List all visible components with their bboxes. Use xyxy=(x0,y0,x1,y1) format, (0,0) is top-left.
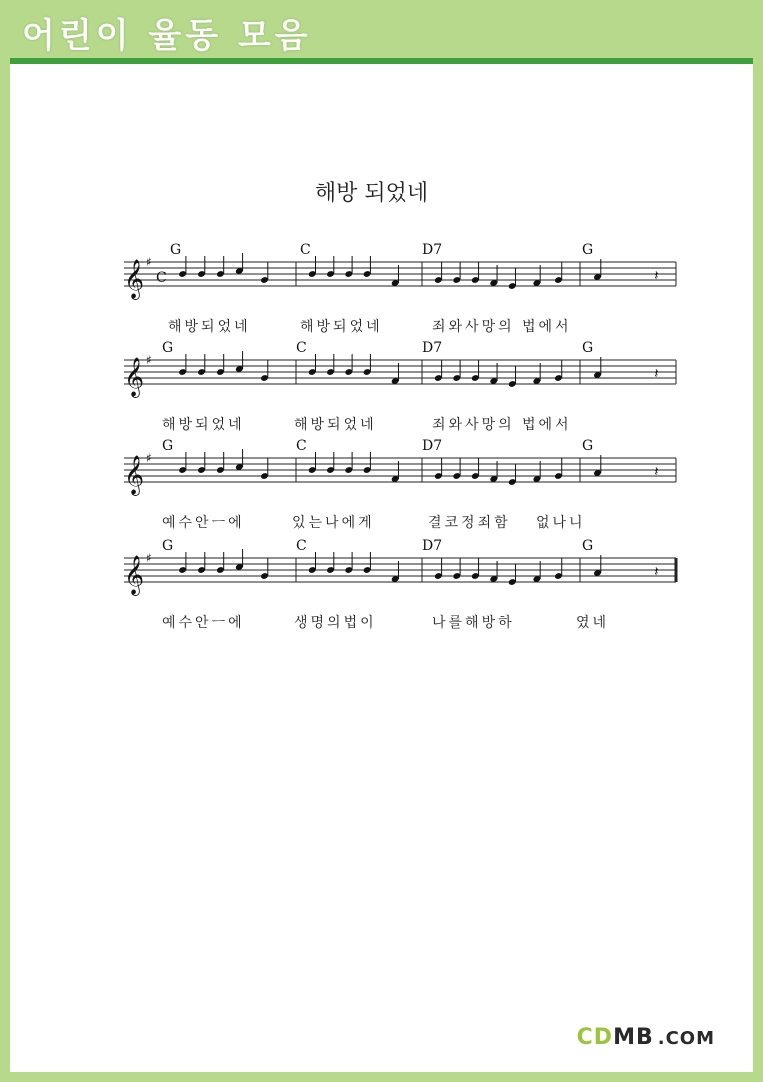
sharp-icon: ♯ xyxy=(146,353,152,367)
staff-lines xyxy=(124,262,676,286)
lyric-text: 였네 xyxy=(576,615,610,631)
lyric-text: 해방되었네 xyxy=(162,417,245,433)
rest-icon: 𝄽 xyxy=(654,366,659,382)
treble-clef-icon: 𝄞 xyxy=(124,455,145,495)
logo-part-cd: CD xyxy=(576,1025,614,1050)
treble-clef-icon: 𝄞 xyxy=(124,555,145,595)
song-title: 해방 되었네 xyxy=(314,181,429,206)
chord-label: G xyxy=(170,242,182,258)
treble-clef-icon: 𝄞 xyxy=(124,357,145,397)
rest-icon: 𝄽 xyxy=(654,564,659,580)
sheet-music-page xyxy=(10,64,753,1072)
lyric-text: 없나니 xyxy=(536,515,586,531)
sharp-icon: ♯ xyxy=(146,255,152,269)
chord-label: G xyxy=(162,538,174,554)
chord-label: D7 xyxy=(422,538,443,554)
sharp-icon: ♯ xyxy=(146,551,152,565)
staff-system-3 xyxy=(110,438,680,548)
lyric-text: 해방되었네 xyxy=(294,417,377,433)
staff-lines xyxy=(124,458,676,482)
chord-label: C xyxy=(296,438,307,454)
lyric-text: 법에서 xyxy=(522,319,572,335)
chord-label: G xyxy=(582,538,594,554)
lyric-text: 해방되었네 xyxy=(300,319,383,335)
logo-part-mb: MB xyxy=(613,1025,654,1050)
staff-lines xyxy=(124,360,676,384)
lyric-text: 죄와사망의 xyxy=(432,319,515,335)
logo-part-com: .COM xyxy=(657,1028,715,1049)
site-logo xyxy=(577,1025,715,1050)
lyric-text: 나를해방하 xyxy=(432,615,515,631)
chord-label: G xyxy=(582,242,594,258)
chord-label: D7 xyxy=(422,438,443,454)
music-staff xyxy=(110,546,680,606)
chord-label: D7 xyxy=(422,340,443,356)
music-staff xyxy=(110,348,680,408)
lyric-text: 있는나에게 xyxy=(292,515,375,531)
sharp-icon: ♯ xyxy=(146,451,152,465)
rest-icon: 𝄽 xyxy=(654,464,659,480)
lyric-text: 결코정죄함 xyxy=(428,515,511,531)
staff-system-1 xyxy=(110,242,680,352)
chord-label: C xyxy=(300,242,311,258)
time-signature: C xyxy=(156,270,167,286)
music-staff xyxy=(110,446,680,506)
lyric-text: 예수안ㅡ에 xyxy=(162,615,245,631)
treble-clef-icon: 𝄞 xyxy=(124,259,145,299)
music-staff xyxy=(110,250,680,310)
header-bar xyxy=(0,0,763,62)
lyric-text: 생명의법이 xyxy=(294,615,377,631)
staff-system-4 xyxy=(110,538,680,648)
header-title: 어린이 율동 모음 xyxy=(22,16,312,56)
lyric-text: 해방되었네 xyxy=(168,319,251,335)
chord-label: G xyxy=(162,340,174,356)
chord-label: G xyxy=(582,340,594,356)
chord-label: C xyxy=(296,340,307,356)
staff-system-2 xyxy=(110,340,680,450)
rest-icon: 𝄽 xyxy=(654,268,659,284)
lyric-text: 예수안ㅡ에 xyxy=(162,515,245,531)
staff-lines xyxy=(124,558,676,582)
chord-label: D7 xyxy=(422,242,443,258)
chord-label: G xyxy=(162,438,174,454)
lyric-text: 죄와사망의 xyxy=(432,417,515,433)
chord-label: G xyxy=(582,438,594,454)
lyric-text: 법에서 xyxy=(522,417,572,433)
chord-label: C xyxy=(296,538,307,554)
